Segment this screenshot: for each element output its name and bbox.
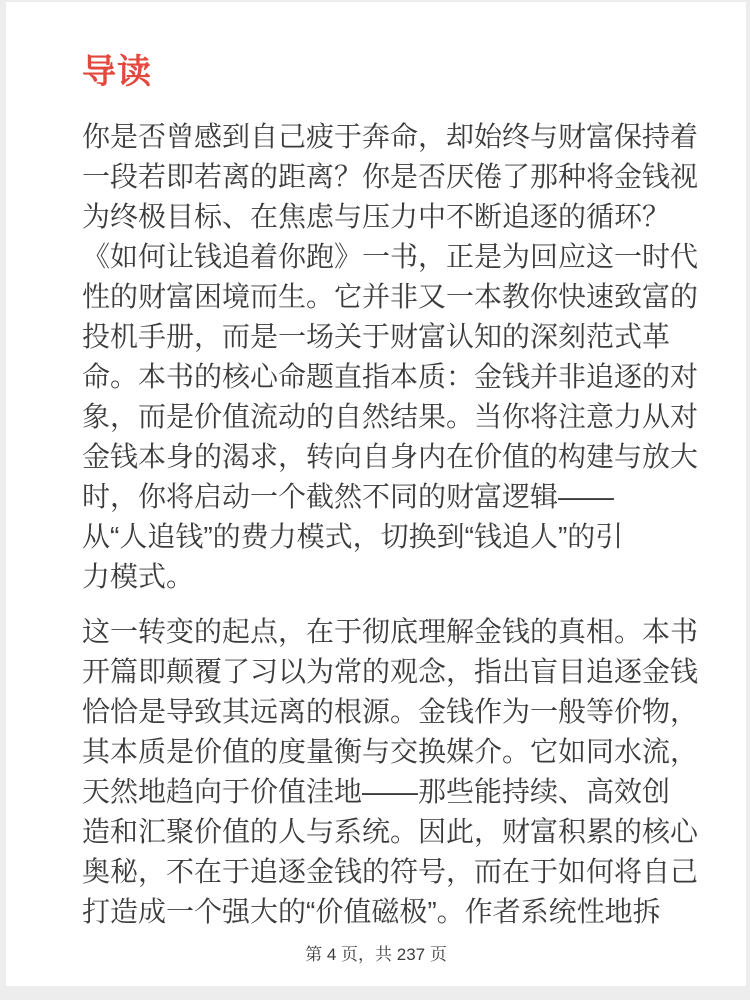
paragraph-2 — [82, 612, 702, 932]
text-line: 投机手册，而是一场关于财富认知的深刻范式革 — [82, 321, 671, 352]
text-line: 命。本书的核心命题直指本质：金钱并非追逐的对 — [82, 361, 699, 392]
text-line: 金钱本身的渴求，转向自身内在价值的构建与放大 — [82, 441, 699, 472]
text-line: 力模式。 — [82, 561, 195, 592]
paragraph-1 — [82, 117, 702, 597]
text-line: 性的财富困境而生。它并非又一本教你快速致富的 — [82, 281, 699, 312]
document-page — [6, 2, 746, 986]
text-line: 其本质是价值的度量衡与交换媒介。它如同水流， — [82, 736, 699, 767]
text-line: 象，而是价值流动的自然结果。当你将注意力从对 — [82, 401, 699, 432]
text-line: 奥秘，不在于追逐金钱的符号，而在于如何将自己 — [82, 856, 699, 887]
text-line: 从“人追钱”的费力模式，切换到“钱追人”的引 — [82, 521, 624, 552]
text-line: 一段若即若离的距离？你是否厌倦了那种将金钱视 — [82, 161, 699, 192]
text-line: 打造成一个强大的“价值磁极”。作者系统性地拆 — [82, 896, 661, 927]
text-line: 恰恰是导致其远离的根源。金钱作为一般等价物， — [82, 696, 699, 727]
text-line: 造和汇聚价值的人与系统。因此，财富积累的核心 — [82, 816, 699, 847]
text-line: 开篇即颠覆了习以为常的观念，指出盲目追逐金钱 — [82, 656, 699, 687]
text-line: 时，你将启动一个截然不同的财富逻辑—— — [82, 481, 615, 512]
text-line: 《如何让钱追着你跑》一书，正是为回应这一时代 — [82, 241, 699, 272]
page-number-indicator: 第 4 页，共 237 页 — [305, 945, 447, 964]
text-line: 为终极目标、在焦虑与压力中不断追逐的循环？ — [82, 201, 671, 232]
text-line: 天然地趋向于价值洼地——那些能持续、高效创 — [82, 776, 671, 807]
chapter-heading: 导读 — [82, 53, 152, 91]
text-line: 你是否曾感到自己疲于奔命，却始终与财富保持着 — [82, 121, 699, 152]
text-line: 这一转变的起点，在于彻底理解金钱的真相。本书 — [82, 616, 699, 647]
